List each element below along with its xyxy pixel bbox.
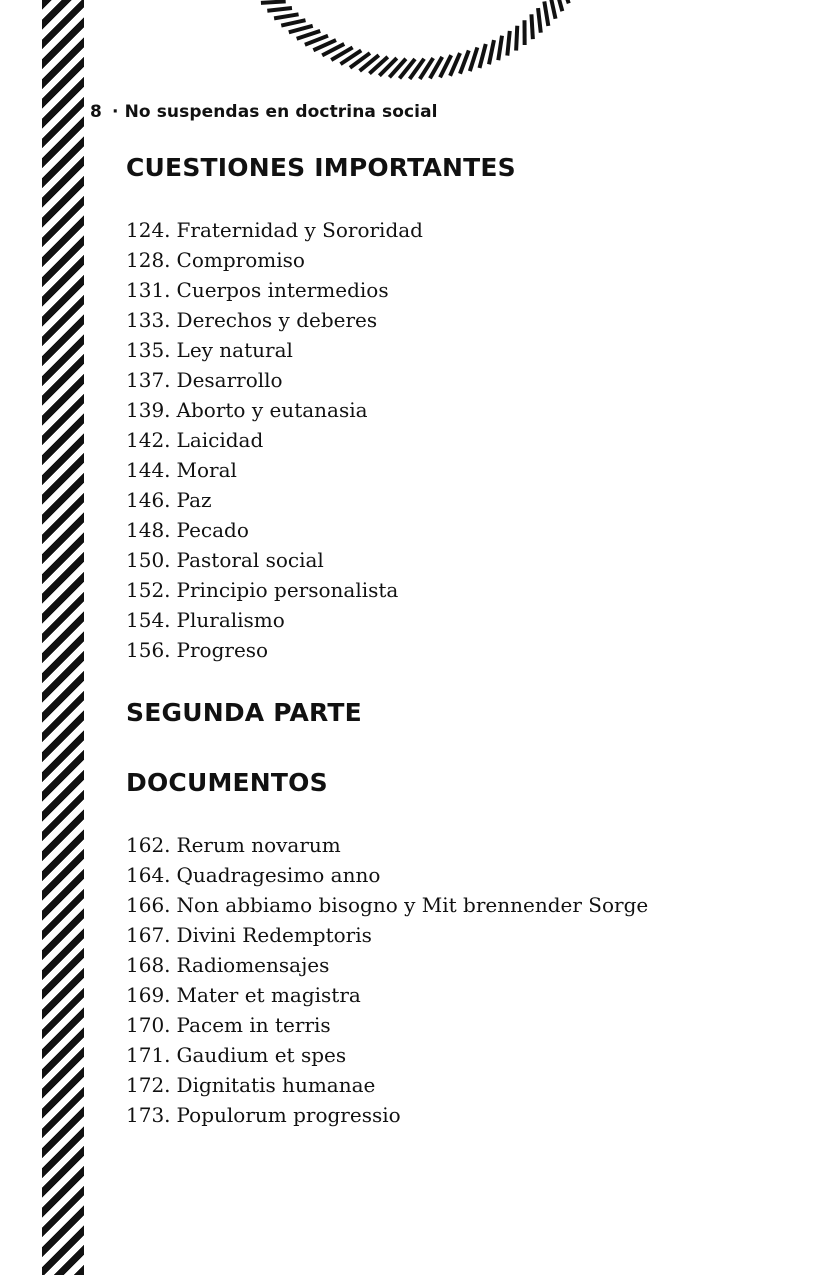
circle-dash [531,14,532,39]
toc-entry-title: Non abbiamo bisogno y Mit brennender Sorge [176,893,649,917]
circle-dash [261,1,286,2]
toc-entry [126,305,423,335]
circle-dash [498,36,502,61]
toc-entry [126,605,423,635]
toc-entry [126,425,423,455]
toc-entry-title: Divini Redemptoris [176,923,372,947]
toc-entry-page: 172. [126,1073,171,1097]
toc-entry-page: 170. [126,1013,171,1037]
toc-entry-page: 144. [126,458,171,482]
toc-entry-title: Compromiso [176,248,305,272]
toc-entry-page: 156. [126,638,171,662]
toc-entry [126,275,423,305]
toc-entry [126,575,423,605]
circle-dash [297,31,321,39]
toc-entry-page: 162. [126,833,171,857]
toc-entry-page: 164. [126,863,171,887]
toc-entry-page: 146. [126,488,171,512]
toc-entry-page: 135. [126,338,171,362]
toc-entry-page: 124. [126,218,171,242]
toc-entry-page: 167. [126,923,171,947]
toc-entry [126,395,423,425]
toc-entry [126,545,423,575]
toc-entry-title: Principio personalista [176,578,399,602]
toc-entry-page: 133. [126,308,171,332]
decorative-dashed-circle [220,0,610,80]
section-heading-cuestiones: CUESTIONES IMPORTANTES [126,153,516,182]
toc-entry-page: 171. [126,1043,171,1067]
toc-entry-page: 148. [126,518,171,542]
toc-entry [126,860,648,890]
toc-entry [126,890,648,920]
toc-entry-title: Radiomensajes [176,953,330,977]
toc-entry-title: Progreso [176,638,269,662]
circle-dash [516,26,517,51]
toc-entry [126,335,423,365]
section-heading-segunda-parte: SEGUNDA PARTE [126,698,362,727]
decorative-stripe-border [42,0,84,1275]
circle-dash [507,31,509,56]
circle-dash [544,1,548,25]
toc-entry-title: Pacem in terris [176,1013,331,1037]
toc-entry [126,245,423,275]
toc-list-documentos [126,830,648,1130]
toc-entry [126,1070,648,1100]
toc-entry [126,635,423,665]
toc-entry-title: Pluralismo [176,608,285,632]
toc-entry-title: Cuerpos intermedios [176,278,389,302]
toc-entry-page: 131. [126,278,171,302]
header-book-title: No suspendas en doctrina social [124,102,438,122]
toc-entry [126,365,423,395]
toc-entry-title: Mater et magistra [176,983,361,1007]
toc-entry-title: Pecado [176,518,249,542]
toc-entry [126,1100,648,1130]
toc-entry [126,485,423,515]
toc-entry-page: 169. [126,983,171,1007]
circle-dash [550,0,555,19]
toc-entry-page: 128. [126,248,171,272]
header-page-number: 8 [90,102,102,122]
circle-dash [470,47,478,71]
circle-dash [479,44,485,68]
section-heading-documentos: DOCUMENTOS [126,768,328,797]
toc-entry-title: Derechos y deberes [176,308,378,332]
toc-entry-title: Rerum novarum [176,833,341,857]
toc-entry [126,950,648,980]
circle-dash [267,8,292,11]
toc-entry-title: Gaudium et spes [176,1043,347,1067]
toc-entry [126,980,648,1010]
toc-entry-title: Quadragesimo anno [176,863,381,887]
toc-entry [126,920,648,950]
toc-entry [126,515,423,545]
toc-entry-title: Pastoral social [176,548,324,572]
toc-entry-title: Dignitatis humanae [176,1073,376,1097]
toc-entry-page: 137. [126,368,171,392]
toc-entry [126,455,423,485]
circle-dash [274,14,298,18]
toc-entry [126,1040,648,1070]
toc-entry-page: 152. [126,578,171,602]
toc-entry-page: 139. [126,398,171,422]
toc-list-cuestiones [126,215,423,665]
toc-entry-title: Desarrollo [176,368,283,392]
circle-dash [489,40,494,64]
toc-entry-title: Fraternidad y Sororidad [176,218,423,242]
circle-dash [289,26,313,33]
toc-entry-title: Moral [176,458,237,482]
toc-entry-title: Ley natural [176,338,293,362]
toc-entry-page: 150. [126,548,171,572]
circle-dash [556,0,563,11]
toc-entry-page: 168. [126,953,171,977]
toc-entry-page: 173. [126,1103,171,1127]
circle-dash [281,20,305,25]
toc-entry-title: Aborto y eutanasia [176,398,368,422]
toc-entry-page: 166. [126,893,171,917]
toc-entry [126,215,423,245]
toc-entry-page: 142. [126,428,171,452]
circle-dash [538,8,541,33]
header-separator: · [111,102,119,122]
toc-entry-page: 154. [126,608,171,632]
toc-entry [126,1010,648,1040]
running-header [90,102,438,122]
toc-entry [126,830,648,860]
toc-entry-title: Paz [176,488,212,512]
toc-entry-title: Laicidad [176,428,264,452]
toc-entry-title: Populorum progressio [176,1103,401,1127]
